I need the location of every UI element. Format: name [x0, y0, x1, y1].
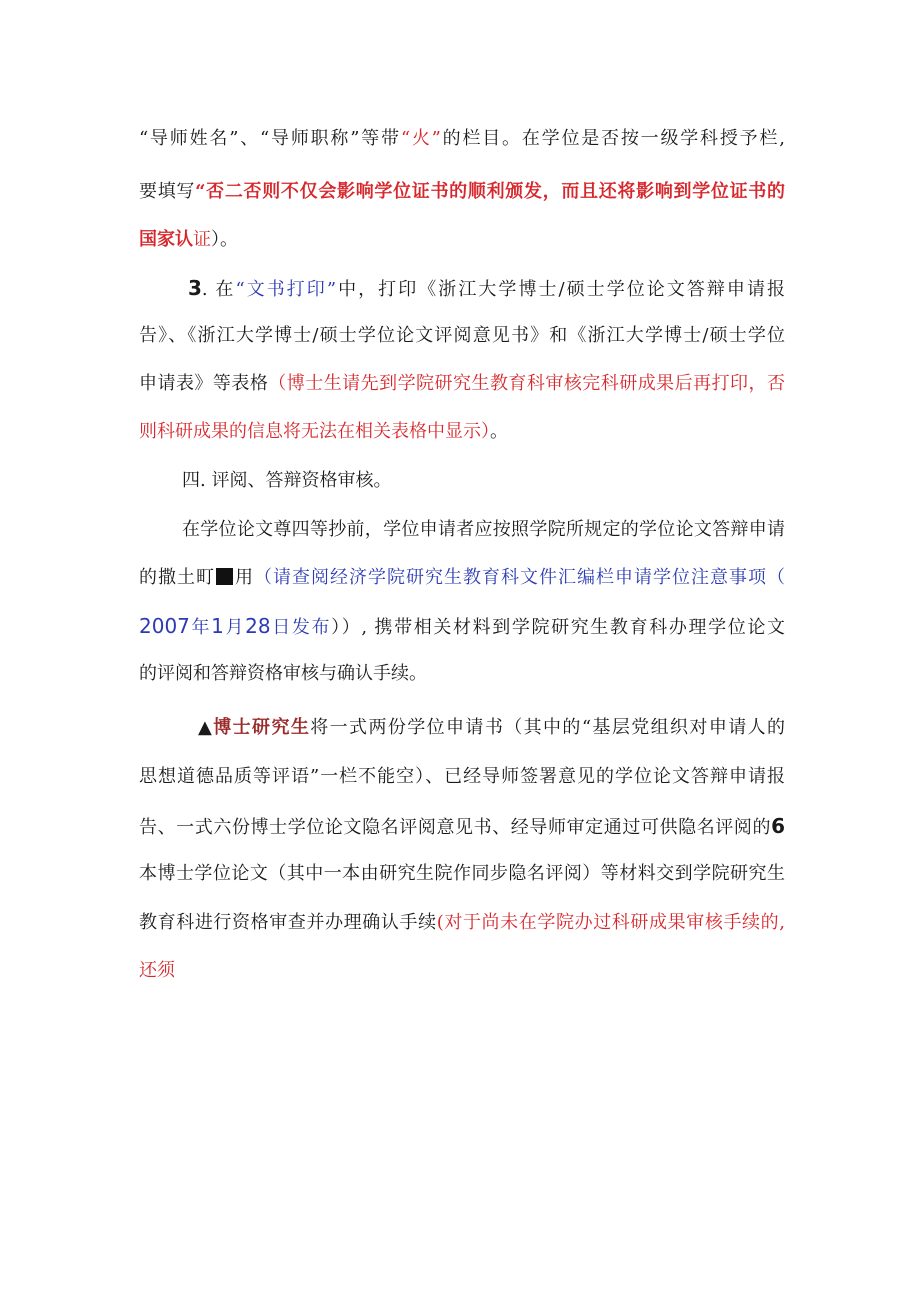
- p3-year: 2007: [139, 614, 190, 638]
- p2-text: 申请表》等表格: [139, 373, 269, 394]
- p2-red-text: 则科研成果的信息将无法在相关表格中显示）: [139, 421, 490, 442]
- p1-line-2: [139, 180, 785, 204]
- p4-text: 思想道德品质等评语”一栏不能空）、已经导师签署意见的学位论文答辩申请报: [139, 766, 785, 787]
- p2-text: 中，打印《浙江大学博士/硕士学位论文答辩申请报: [336, 279, 786, 300]
- p3-text: 的撒土町: [139, 567, 215, 588]
- p3-month: 1: [211, 614, 224, 638]
- p3-text: 在学位论文尊四等抄前，学位申请者应按照学院所规定的学位论文答辩申请: [182, 519, 785, 540]
- p4-text: 告、一式六份博士学位论文隐名评阅意见书、经导师审定通过可供隐名评阅的: [139, 817, 772, 838]
- p4-text: 教育科进行资格审查并办理确认手续: [139, 912, 437, 933]
- p1-text: 的栏目。在学位是否按一级学科授予栏,: [440, 128, 785, 149]
- black-square-glyph: [216, 568, 233, 585]
- p3-blue-text: （请查阅经济学院研究生教育科文件汇编栏申请学位注意事项（: [254, 567, 785, 588]
- p2-blue-text: “文书打印”: [235, 279, 337, 300]
- p3-line-3: [139, 614, 785, 640]
- p2-text: 告》、《浙江大学博士/硕士学位论文评阅意见书》和《浙江大学博士/硕士学位: [139, 325, 785, 346]
- p3-blue-text: 年: [189, 617, 212, 638]
- p2-line-2: [139, 324, 785, 348]
- p1-text: 要填写: [139, 181, 196, 202]
- p3-day: 28: [245, 614, 271, 638]
- p4-line-3: [139, 814, 785, 840]
- p1-text: ）。: [211, 229, 238, 250]
- p3-blue-text: 日发布: [270, 617, 332, 638]
- p2-text: 。: [490, 421, 508, 442]
- p4-line-5: [139, 911, 785, 935]
- p4-text: 将一式两份学位申请书（其中的“基层党组织对申请人的: [310, 717, 786, 738]
- p1-red-mark: “火”: [400, 128, 441, 149]
- section-heading-4: [182, 469, 582, 493]
- p4-red-text: (对于尚未在学院办过科研成果审核手续的,: [436, 912, 785, 933]
- p3-line-2: [139, 566, 785, 590]
- p1-line-3: [139, 228, 785, 252]
- p2-red-text: （博士生请先到学院研究生教育科审核完科研成果后再打印，否: [268, 373, 785, 394]
- p4-text: 本博士学位论文（其中一本由研究生院作同步隐名评阅）等材料交到学院研究生: [139, 863, 785, 884]
- p1-warning-text: “否二否则不仅会影响学位证书的顺利颁发，而且还将影响到学位证书的: [195, 181, 785, 202]
- p4-red-text: 还须: [139, 960, 175, 981]
- p4-line-2: [139, 765, 785, 789]
- p3-text: 用: [234, 567, 254, 588]
- p2-line-4: [139, 420, 785, 444]
- p3-text: 的评阅和答辩资格审核与确认手续。: [139, 663, 427, 684]
- p4-line-4: [139, 862, 785, 886]
- p2-text: . 在: [201, 279, 236, 300]
- triangle-icon: ▲: [198, 717, 214, 738]
- p1-warning-text: 证: [193, 229, 211, 250]
- heading-text: 四. 评阅、答辩资格审核。: [182, 470, 392, 491]
- p1-warning-text: 国家认: [139, 229, 193, 250]
- p4-line-1: [198, 716, 785, 740]
- p1-text: “导师姓名”、“导师职称”等带: [139, 128, 401, 149]
- p2-item-number: 3: [188, 276, 202, 300]
- p2-line-1: [188, 276, 785, 302]
- p4-highlight-text: 博士研究生: [213, 717, 311, 738]
- p2-line-3: [139, 372, 785, 396]
- p3-blue-text: 月: [223, 617, 246, 638]
- p3-line-4: [139, 662, 785, 686]
- p4-number: 6: [771, 814, 785, 838]
- p3-line-1: [182, 518, 785, 542]
- p4-line-6: [139, 959, 785, 983]
- p1-line-1: [139, 127, 785, 151]
- p3-text: ））, 携带相关材料到学院研究生教育科办理学位论文: [331, 617, 786, 638]
